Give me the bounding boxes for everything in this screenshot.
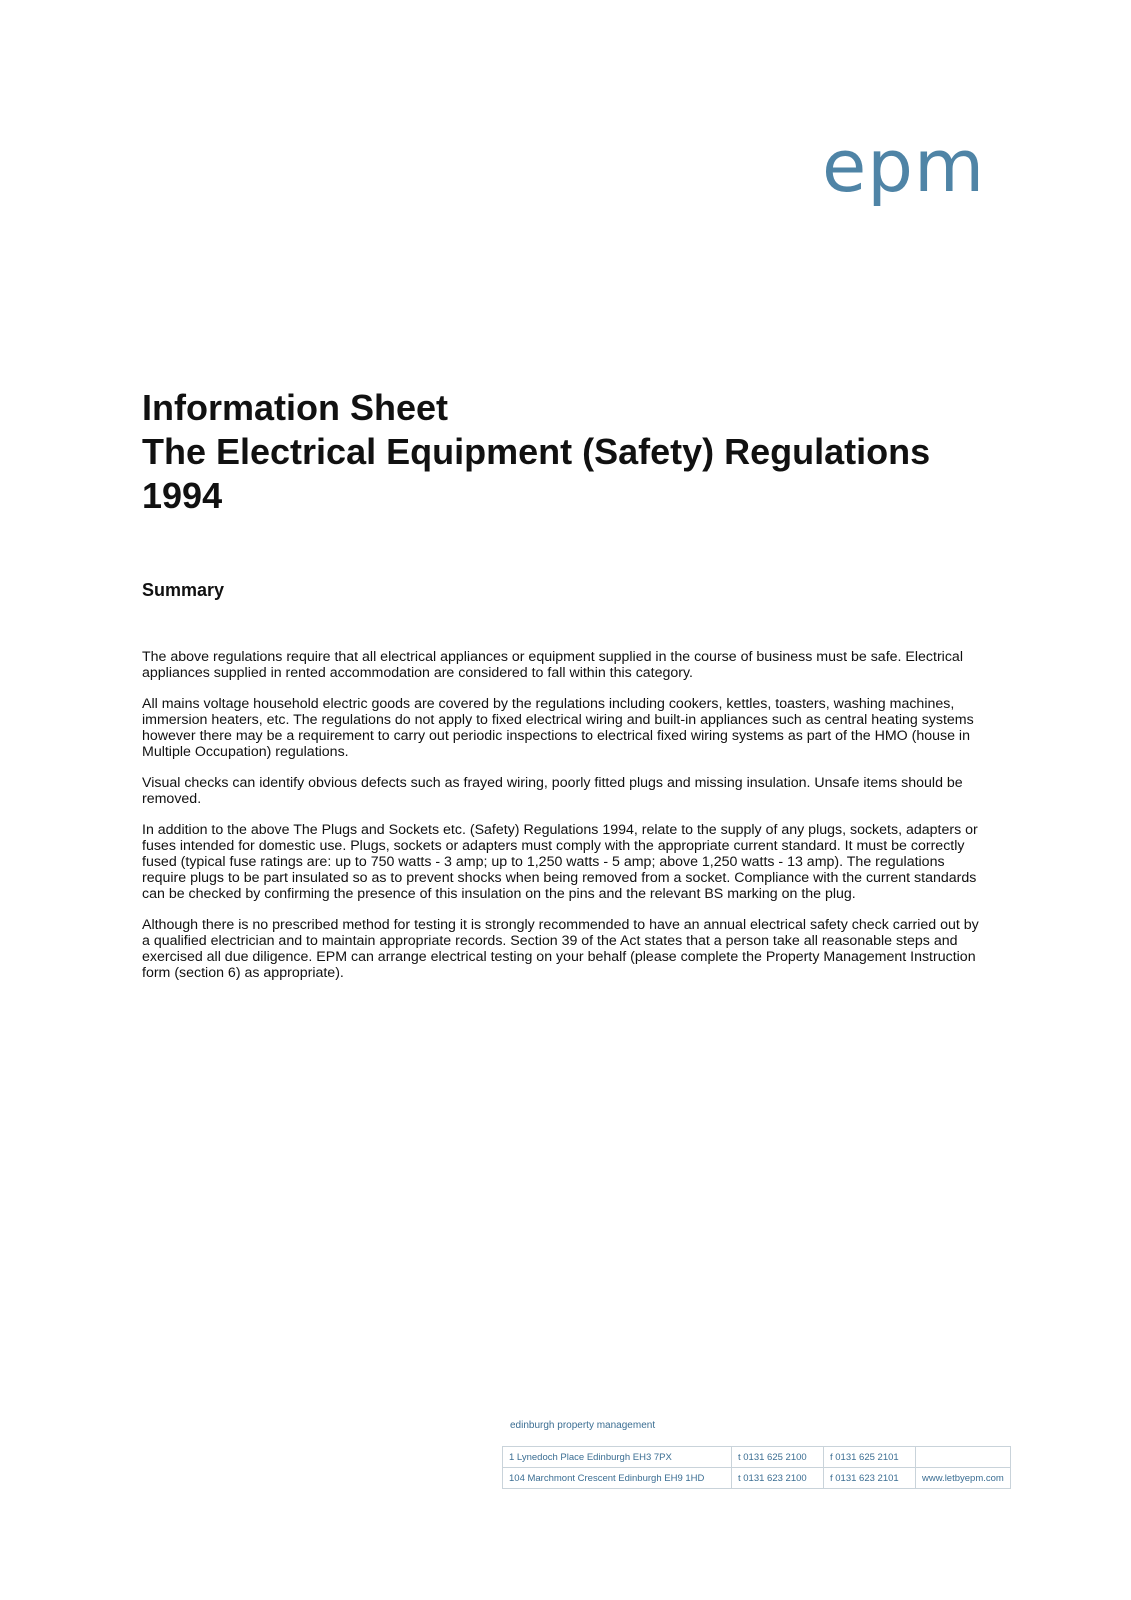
footer-row-marchmont: [503, 1468, 1011, 1489]
summary-heading: Summary: [142, 580, 225, 600]
summary-body: [142, 649, 987, 996]
footer-telephone: t 0131 623 2100: [732, 1468, 824, 1489]
paragraph-visual-checks: Visual checks can identify obvious defects such as frayed wiring, poorly fitted plugs and missing insulation. Unsafe items should be removed.: [142, 775, 963, 807]
page-title: [142, 386, 1022, 518]
paragraph-testing: Although there is no prescribed method for testing it is strongly recommended to have an annual electrical safety check carried out by a qualified electrician and to maintain appropriate records. Section 39 of the Act states that a person take all reasonable steps and exercised all due diligence. EPM can arrange electrical testing on your behalf (please complete the Property Management Instruction form (section 6) as appropriate).: [142, 917, 979, 981]
footer-website-link[interactable]: www.letbyepm.com: [916, 1468, 1011, 1489]
footer-row-lynedoch: [503, 1447, 1011, 1468]
footer-address: 104 Marchmont Crescent Edinburgh EH9 1HD: [503, 1468, 732, 1489]
title-line-1: Information Sheet: [142, 387, 449, 428]
footer-web: [916, 1447, 1011, 1468]
footer-telephone: t 0131 625 2100: [732, 1447, 824, 1468]
paragraph-plugs-sockets: In addition to the above The Plugs and Sockets etc. (Safety) Regulations 1994, relate to the supply of any plugs, sockets, adapters or fuses intended for domestic use. Plugs, sockets or adapters must comply with the appropriate current standard. It must be correctly fused (typical fuse ratings are: up to 750 watts - 3 amp; up to 1,250 watts - 5 amp; above 1,250 watts - 13 amp). The regulations require plugs to be part insulated so as to prevent shocks when being removed from a socket. Compliance with the current standards can be checked by confirming the presence of this insulation on the pins and the relevant BS marking on the plug.: [142, 822, 978, 902]
epm-logo: epm: [822, 124, 986, 208]
footer-fax: f 0131 625 2101: [824, 1447, 916, 1468]
footer-address: 1 Lynedoch Place Edinburgh EH3 7PX: [503, 1447, 732, 1468]
footer-contact-table: [502, 1446, 1011, 1489]
title-line-2: The Electrical Equipment (Safety) Regulations: [142, 431, 931, 472]
title-line-3: 1994: [142, 475, 223, 516]
footer-company-name: edinburgh property management: [510, 1420, 656, 1431]
paragraph-scope: The above regulations require that all electrical appliances or equipment supplied in the course of business must be safe. Electrical appliances supplied in rented accommodation are considered to fall within this category.: [142, 649, 963, 681]
paragraph-covered-goods: All mains voltage household electric goods are covered by the regulations including cookers, kettles, toasters, washing machines, immersion heaters, etc. The regulations do not apply to fixed electrical wiring and built-in appliances such as central heating systems however there may be a requirement to carry out periodic inspections to electrical fixed wiring systems as part of the HMO (house in Multiple Occupation) regulations.: [142, 696, 974, 760]
footer-fax: f 0131 623 2101: [824, 1468, 916, 1489]
